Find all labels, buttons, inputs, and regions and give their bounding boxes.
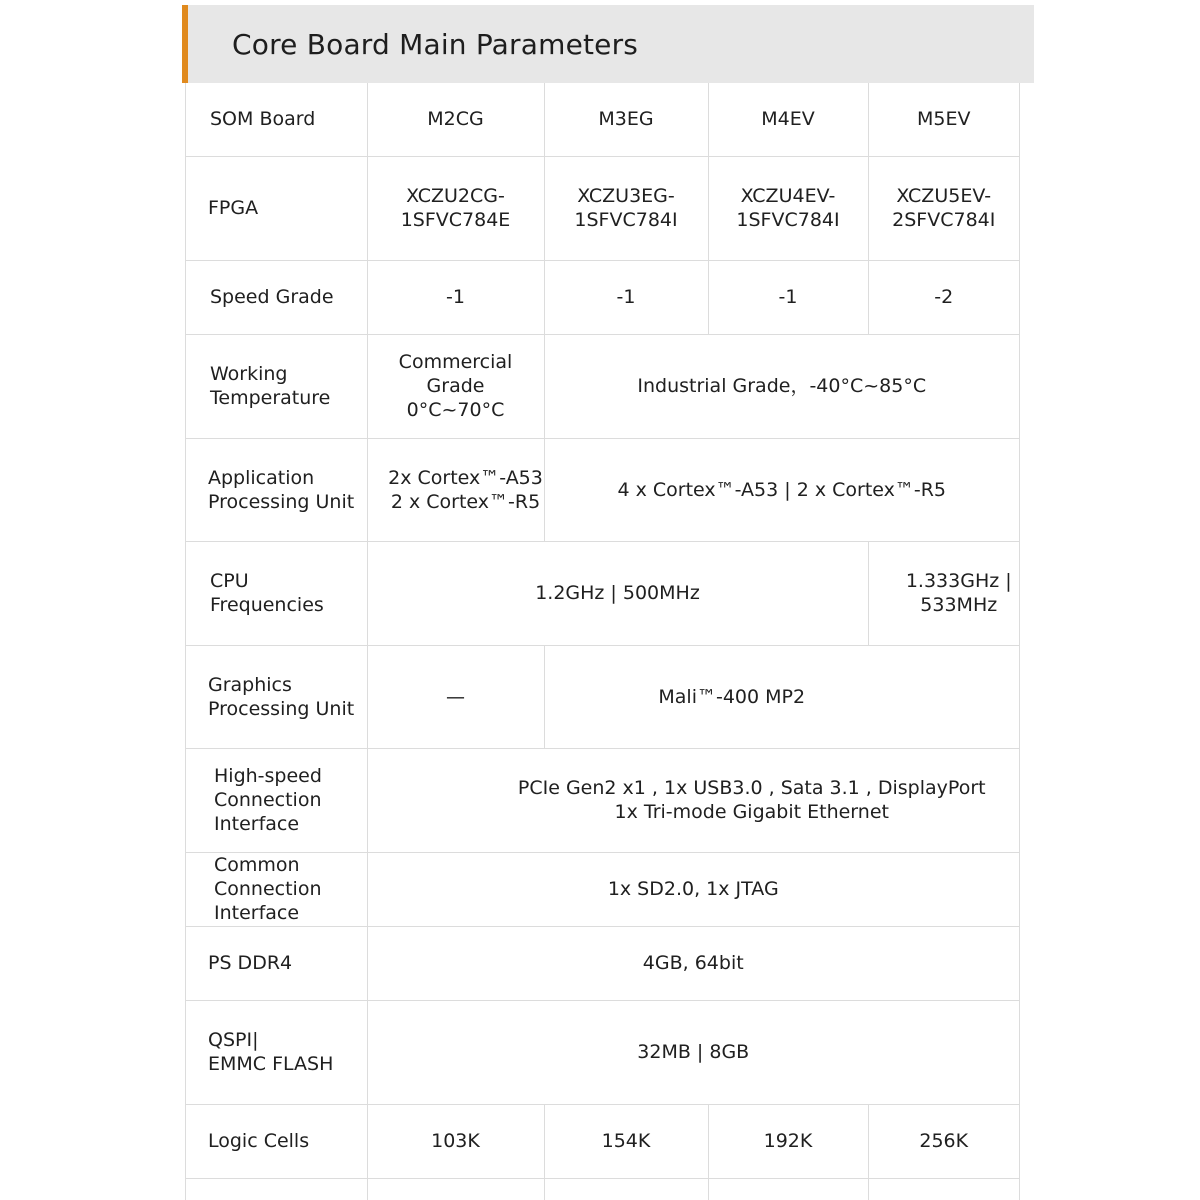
- cell-all: 4GB, 64bit: [367, 926, 1019, 1000]
- row-label: Graphics Processing Unit: [186, 645, 367, 748]
- row-label: High-speed Connection Interface: [186, 748, 367, 852]
- table-row-qspi-emmc: [186, 1000, 1019, 1104]
- cell-m2cg-m4ev: 1.2GHz | 500MHz: [367, 541, 868, 645]
- cell-industrial: Industrial Grade，-40°C~85°C: [544, 334, 1019, 438]
- cell-m2cg: -1: [367, 260, 544, 334]
- row-label: Logic Cells: [186, 1104, 367, 1178]
- page-title: Core Board Main Parameters: [232, 28, 639, 61]
- row-label: Speed Grade: [186, 260, 367, 334]
- row-label: SOM Board: [186, 83, 367, 156]
- table-row: [186, 1178, 1019, 1200]
- cell-m5ev: 1.333GHz | 533MHz: [868, 541, 1019, 645]
- cell-m2cg: 103K: [367, 1104, 544, 1178]
- cell-m4ev: -1: [708, 260, 868, 334]
- cell-others: 4 x Cortex™-A53 | 2 x Cortex™-R5: [544, 438, 1019, 541]
- table-row-graphics-processing-unit: [186, 645, 1019, 748]
- table-row-high-speed-interface: [186, 748, 1019, 852]
- cell-m4ev: 192K: [708, 1104, 868, 1178]
- row-label: PS DDR4: [186, 926, 367, 1000]
- row-label: FPGA: [186, 156, 367, 260]
- row-label: QSPI| EMMC FLASH: [186, 1000, 367, 1104]
- cell-m3eg: XCZU3EG- 1SFVC784I: [544, 156, 708, 260]
- cell-all: 1x SD2.0, 1x JTAG: [367, 852, 1019, 926]
- table-row-fpga: [186, 156, 1019, 260]
- table-row-logic-cells: [186, 1104, 1019, 1178]
- cell-m2cg: 2x Cortex™-A53 2 x Cortex™-R5: [367, 438, 544, 541]
- cell-all: 32MB | 8GB: [367, 1000, 1019, 1104]
- cell-m3eg: -1: [544, 260, 708, 334]
- row-label: Common Connection Interface: [186, 852, 367, 926]
- section-header: [182, 5, 1034, 83]
- cell-m4ev: XCZU4EV- 1SFVC784I: [708, 156, 868, 260]
- table-row-speed-grade: [186, 260, 1019, 334]
- cell-m3eg: M3EG: [544, 83, 708, 156]
- cell-m2cg: XCZU2CG- 1SFVC784E: [367, 156, 544, 260]
- cell-m2cg: Commercial Grade 0°C~70°C: [367, 334, 544, 438]
- parameters-table: [185, 83, 1020, 1200]
- table-row-common-interface: [186, 852, 1019, 926]
- table-row-cpu-frequencies: [186, 541, 1019, 645]
- table-row-ps-ddr4: [186, 926, 1019, 1000]
- cell-m5ev: 256K: [868, 1104, 1019, 1178]
- table-row-application-processing-unit: [186, 438, 1019, 541]
- cell-m4ev: M4EV: [708, 83, 868, 156]
- row-label: CPU Frequencies: [186, 541, 367, 645]
- cell-m5ev: XCZU5EV- 2SFVC784I: [868, 156, 1019, 260]
- cell-m2cg: —: [367, 645, 544, 748]
- cell-all: PCIe Gen2 x1 , 1x USB3.0 , Sata 3.1 , DisplayPort 1x Tri-mode Gigabit Ethernet: [367, 748, 1019, 852]
- row-label: Application Processing Unit: [186, 438, 367, 541]
- cell-m5ev: -2: [868, 260, 1019, 334]
- cell-m5ev: M5EV: [868, 83, 1019, 156]
- cell-m2cg: M2CG: [367, 83, 544, 156]
- row-label: Working Temperature: [186, 334, 367, 438]
- cell-m3eg: 154K: [544, 1104, 708, 1178]
- table-row-working-temperature: [186, 334, 1019, 438]
- table-row-som-board: [186, 83, 1019, 156]
- cell-others: Mali™-400 MP2: [544, 645, 1019, 748]
